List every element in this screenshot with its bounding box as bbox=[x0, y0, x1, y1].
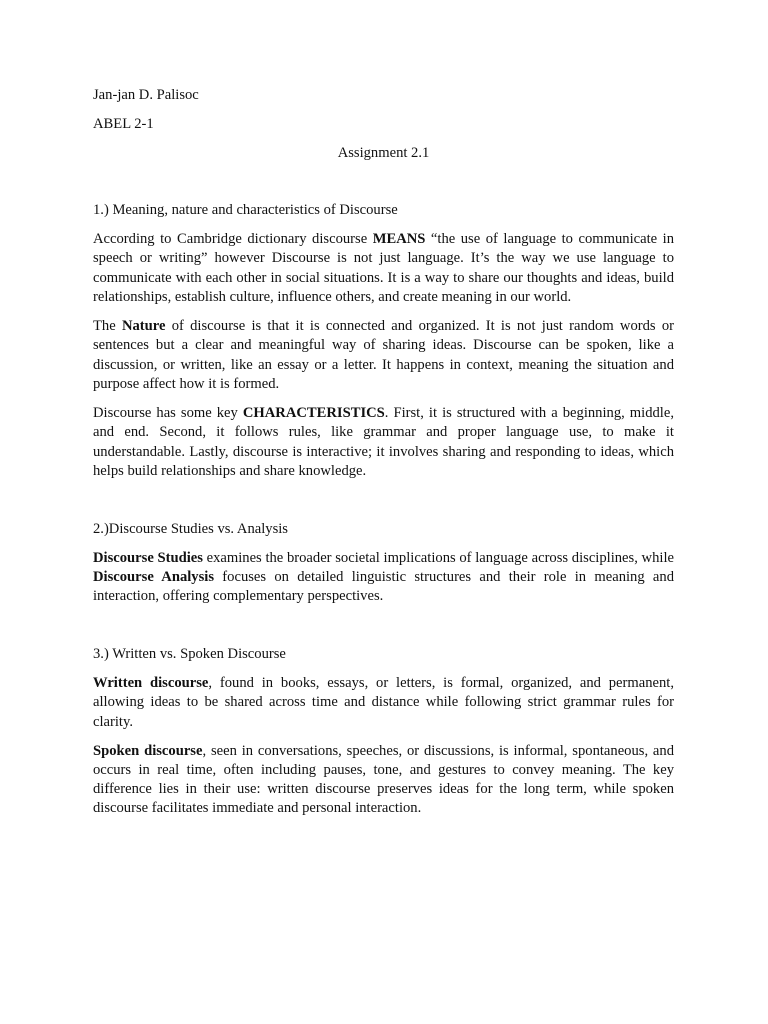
section-2-paragraph bbox=[93, 549, 674, 607]
section-3-heading: 3.) Written vs. Spoken Discourse bbox=[93, 646, 286, 663]
spacer bbox=[93, 491, 674, 520]
document-body bbox=[93, 86, 674, 828]
text-run: According to Cambridge dictionary discourse bbox=[93, 231, 373, 248]
text-run: , found in books, essays, or letters, is formal, organized, and permanent, allowing ideas to be shared across time and distance while following strict grammar rules for clarity. bbox=[93, 674, 675, 730]
text-run: . First, it is structured with a beginning, middle, and end. Second, it follows rules, like grammar and proper language use, to make it understandable. Lastly, discourse is interactive; it involves sharing and responding to ideas, which helps build relationships and share knowledge. bbox=[93, 404, 674, 479]
section-3-paragraph-spoken bbox=[93, 742, 674, 819]
bold-term: Discourse Analysis bbox=[93, 568, 215, 585]
section-2-heading: 2.)Discourse Studies vs. Analysis bbox=[93, 520, 288, 537]
author-name: Jan-jan D. Palisoc bbox=[93, 87, 199, 103]
text-run: of discourse is that it is connected and organized. It is not just random words or sentences but a clear and meaningful way of sharing ideas. Discourse can be spoken, like a discussion, or written, like an essay or a letter. It happens in context, meaning the situation and purpose affect how it is formed. bbox=[93, 318, 674, 392]
spacer bbox=[93, 616, 674, 645]
section-1-paragraph-nature bbox=[93, 317, 674, 394]
section-1-paragraph-characteristics bbox=[93, 404, 674, 481]
bold-term: Discourse Studies bbox=[93, 549, 203, 566]
text-run: Discourse has some key bbox=[93, 404, 243, 421]
section-1-heading: 1.) Meaning, nature and characteristics of Discourse bbox=[93, 202, 398, 219]
bold-term: Spoken discourse bbox=[93, 742, 203, 759]
spacer bbox=[93, 163, 674, 202]
section-3-paragraph-written bbox=[93, 674, 674, 732]
bold-term: Written discourse bbox=[93, 674, 209, 691]
bold-term: MEANS bbox=[372, 231, 426, 248]
text-run: The bbox=[93, 318, 122, 335]
text-run: “the use of language to communicate in speech or writing” however Discourse is not just language. It’s the way we use language to communicate with each other in social situations. It is a way to share our thoughts and ideas, build relationships, establish culture, influence others, and create meaning in our world. bbox=[93, 231, 674, 306]
bold-term: CHARACTERISTICS bbox=[242, 404, 385, 421]
section-1-paragraph-meaning bbox=[93, 230, 674, 307]
class-section: ABEL 2-1 bbox=[93, 115, 154, 132]
bold-term: Nature bbox=[121, 318, 166, 335]
assignment-title: Assignment 2.1 bbox=[337, 144, 430, 161]
text-run: focuses on detailed linguistic structures and their role in meaning and interaction, offering complementary perspectives. bbox=[93, 568, 675, 605]
text-run: , seen in conversations, speeches, or discussions, is informal, spontaneous, and occurs in real time, often including pauses, tone, and gestures to convey meaning. The key difference lies in their use: written discourse preserves ideas for the long term, while spoken discourse facilitates immediate and personal interaction. bbox=[93, 742, 675, 817]
text-run: examines the broader societal implications of language across disciplines, while bbox=[202, 549, 674, 566]
